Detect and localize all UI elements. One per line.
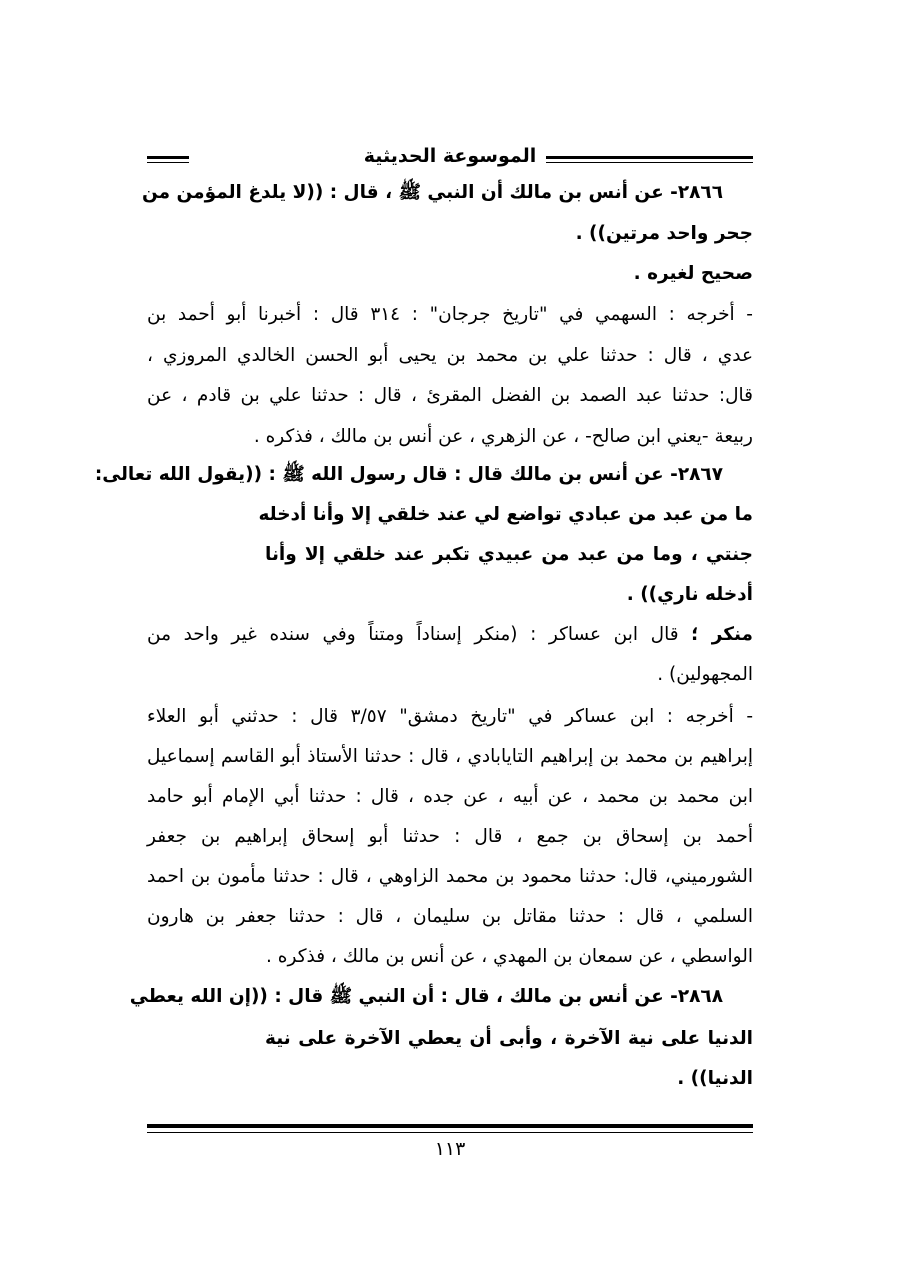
hadith-2867-line-1: ٢٨٦٧- عن أنس بن مالك قال : قال رسول الله ﷺ : ((يقول الله تعالى: <box>94 464 723 485</box>
hadith-2868-line-1: ٢٨٦٨- عن أنس بن مالك ، قال : أن النبي ﷺ قال : ((إن الله يعطي <box>129 986 723 1007</box>
footer-rule <box>147 1124 753 1133</box>
hadith-2866-line-1: ٢٨٦٦- عن أنس بن مالك أن النبي ﷺ ، قال : ((لا يلدغ المؤمن من <box>141 182 723 203</box>
hadith-2868-line-3: الدنيا)) . <box>677 1068 753 1089</box>
takhrij-2867-line-3: ابن محمد بن محمد ، عن أبيه ، عن جده ، قال : حدثنا أبي الإمام أبو حامد <box>147 786 753 807</box>
running-header <box>147 144 753 168</box>
takhrij-2867-line-1: - أخرجه : ابن عساكر في "تاريخ دمشق" ٣/٥٧ قال : حدثني أبو العلاء <box>147 706 753 727</box>
takhrij-2866-line-2: عدي ، قال : حدثنا علي بن محمد بن يحيى أبو الحسن الخالدي المروزي ، <box>147 345 753 366</box>
grading-2867-line-2: المجهولين) . <box>657 664 753 685</box>
hadith-2866-line-2: جحر واحد مرتين)) . <box>575 223 753 244</box>
grading-2866: صحيح لغيره . <box>633 263 753 284</box>
takhrij-2867-line-7: الواسطي ، عن سمعان بن المهدي ، عن أنس بن مالك ، فذكره . <box>266 946 753 967</box>
hadith-2868-line-2: الدنيا على نية الآخرة ، وأبى أن يعطي الآخرة على نية <box>265 1028 753 1049</box>
takhrij-2866-line-4: ربيعة -يعني ابن صالح- ، عن الزهري ، عن أنس بن مالك ، فذكره . <box>253 426 753 447</box>
grading-2867-label: منكر ؛ <box>691 624 753 645</box>
page-number: ١١٣ <box>434 1138 466 1160</box>
takhrij-2866-line-1: - أخرجه : السهمي في "تاريخ جرجان" : ٣١٤ قال : أخبرنا أبو أحمد بن <box>147 304 753 325</box>
grading-2867-line-1 <box>147 620 753 650</box>
takhrij-2867-line-2: إبراهيم بن محمد بن إبراهيم التايابادي ، قال : حدثنا الأستاذ أبو القاسم إسماعيل <box>147 746 753 767</box>
hadith-2867-line-2: ما من عبد من عبادي تواضع لي عند خلقي إلا وأنا أدخله <box>258 504 753 525</box>
takhrij-2867-line-6: السلمي ، قال : حدثنا مقاتل بن سليمان ، قال : حدثنا جعفر بن هارون <box>147 906 753 927</box>
takhrij-2867-line-5: الشورميني، قال: حدثنا محمود بن محمد الزاوهي ، قال : حدثنا مأمون بن احمد <box>147 866 753 887</box>
hadith-2867-line-4: أدخله ناري)) . <box>626 584 753 605</box>
takhrij-2866-line-3: قال: حدثنا عبد الصمد بن الفضل المقرئ ، قال : حدثنا علي بن قادم ، عن <box>147 385 753 406</box>
hadith-2867-line-3: جنتي ، وما من عبد من عبيدي تكبر عند خلقي إلا وأنا <box>265 544 753 565</box>
grading-2867-text: قال ابن عساكر : (منكر إسناداً ومتناً وفي سنده غير واحد من <box>147 624 679 645</box>
takhrij-2867-line-4: أحمد بن إسحاق بن جمع ، قال : حدثنا أبو إسحاق إبراهيم بن جعفر <box>147 826 753 847</box>
header-title: الموسوعة الحديثية <box>147 144 753 168</box>
